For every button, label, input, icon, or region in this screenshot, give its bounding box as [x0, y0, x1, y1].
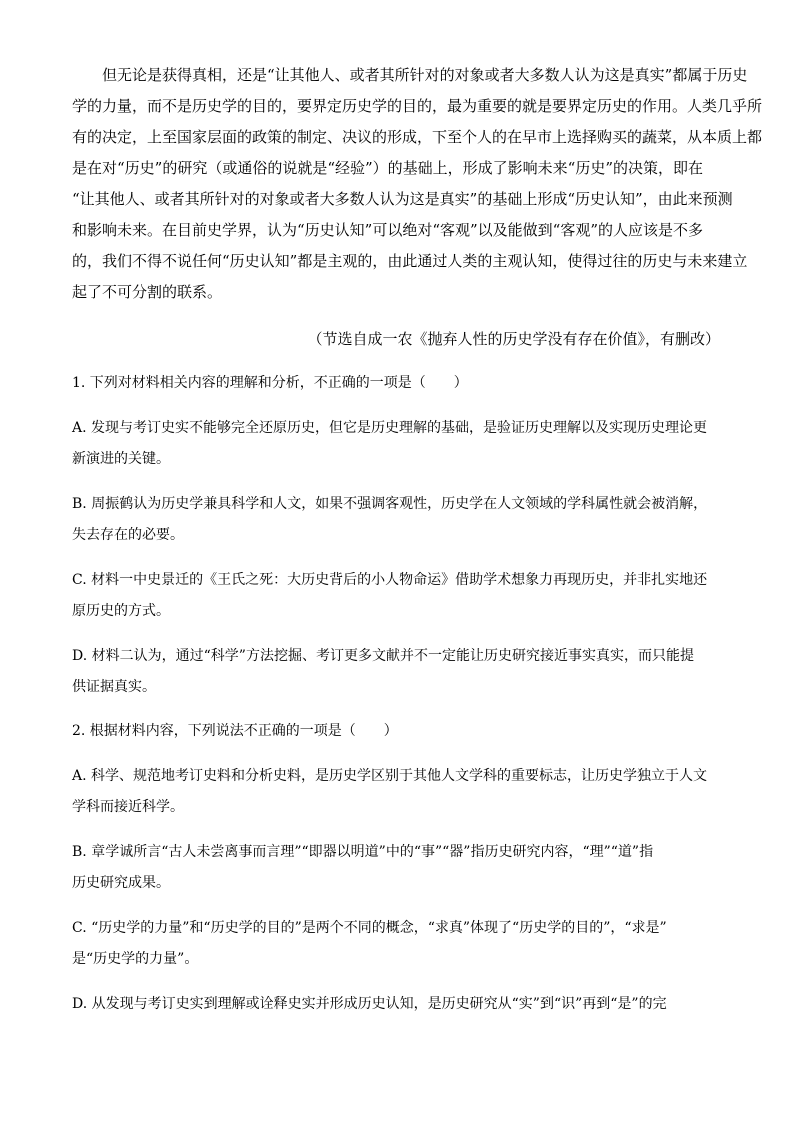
question-2-option-d: D. 从发现与考订史实到理解或诠释史实并形成历史认知，是历史研究从“实”到“识”再到“是”的完	[72, 996, 667, 1012]
question-1-option-a: A. 发现与考订史实不能够完全还原历史，但它是历史理解的基础，是验证历史理解以及实现历史理论更 新演进的关键。	[72, 420, 708, 467]
passage-source: （节选自成一农《抛弃人性的历史学没有存在价值》，有删改）	[307, 330, 720, 348]
question-2-stem: 2. 根据材料内容，下列说法不正确的一项是（ ）	[72, 723, 398, 739]
passage-line: 的，我们不得不说任何“历史认知”都是主观的，由此通过人类的主观认知，使得过往的历史与未来建立	[72, 252, 748, 270]
question-1-stem: 1. 下列对材料相关内容的理解和分析，不正确的一项是（ ）	[72, 375, 468, 391]
passage-line: 有的决定，上至国家层面的政策的制定、决议的形成，下至个人的在早市上选择购买的蔬菜，从本质上都	[72, 128, 763, 146]
passage-paragraph	[72, 60, 763, 308]
question-2-option-a: A. 科学、规范地考订史料和分析史料，是历史学区别于其他人文学科的重要标志，让历史学独立于人文 学科而接近科学。	[72, 768, 708, 815]
question-1-option-b: B. 周振鹤认为历史学兼具科学和人文，如果不强调客观性，历史学在人文领域的学科属性就会被消解， 失去存在的必要。	[72, 496, 708, 543]
question-1-option-c: C. 材料一中史景迁的《王氏之死：大历史背后的小人物命运》借助学术想象力再现历史，并非扎实地还 原历史的方式。	[72, 572, 708, 619]
passage-line: 但无论是获得真相，还是“让其他人、或者其所针对的对象或者大多数人认为这是真实”都属于历史	[102, 66, 748, 84]
question-2-option-b: B. 章学诚所言“古人未尝离事而言理”“即器以明道”中的“事”“器”指历史研究内容，“理”“道”指 历史研究成果。	[72, 844, 654, 891]
passage-line: 学的力量，而不是历史学的目的，要界定历史学的目的，最为重要的就是要界定历史的作用。人类几乎所	[72, 97, 763, 115]
question-2-option-c: C. “历史学的力量”和“历史学的目的”是两个不同的概念，“求真”体现了“历史学的目的”，“求是” 是“历史学的力量”。	[72, 920, 667, 967]
passage-line: 起了不可分割的联系。	[72, 283, 223, 301]
passage-line: “让其他人、或者其所针对的对象或者大多数人认为这是真实”的基础上形成“历史认知”，由此来预测	[72, 190, 733, 208]
question-1-option-d: D. 材料二认为，通过“科学”方法挖掘、考订更多文献并不一定能让历史研究接近事实真实，而只能提 供证据真实。	[72, 648, 694, 695]
passage-line: 是在对“历史”的研究（或通俗的说就是“经验”）的基础上，形成了影响未来“历史”的决策，即在	[72, 159, 704, 177]
passage-line: 和影响未来。在目前史学界，认为“历史认知”可以绝对“客观”以及能做到“客观”的人应该是不多	[72, 221, 704, 239]
